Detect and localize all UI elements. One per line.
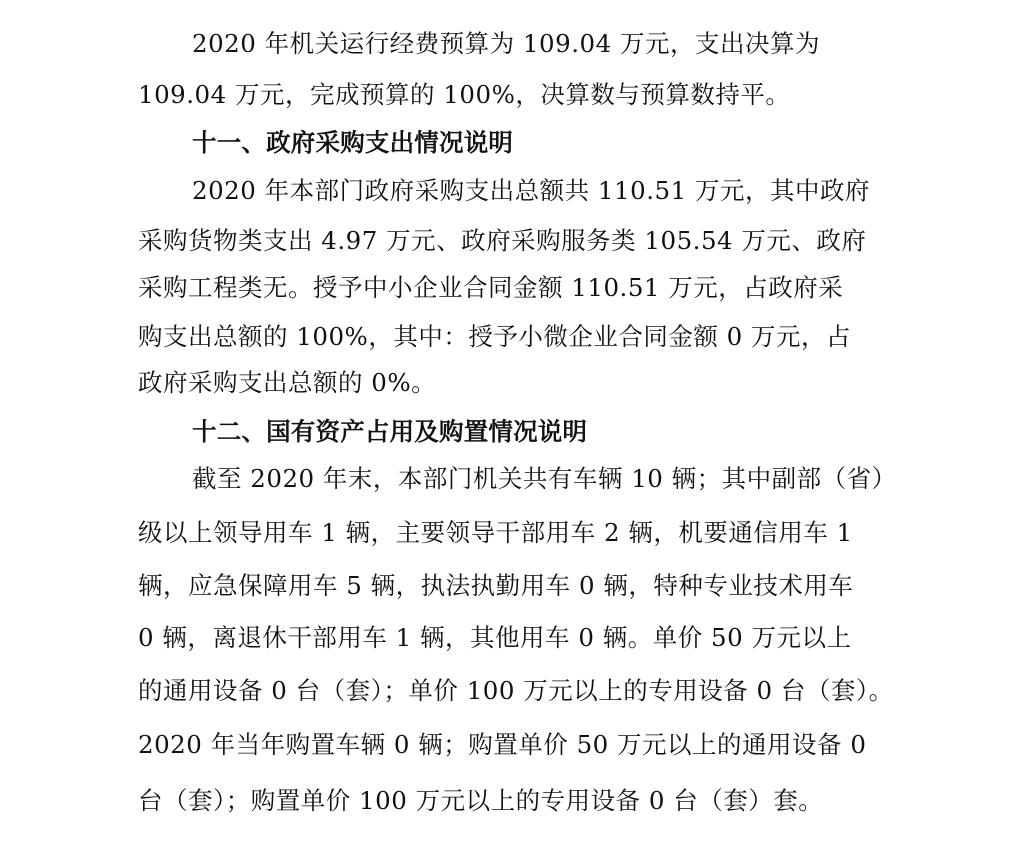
paragraph-line: 采购工程类无。授予中小企业合同金额 110.51 万元，占政府采 bbox=[138, 273, 844, 302]
paragraph-line: 109.04 万元，完成预算的 100%，决算数与预算数持平。 bbox=[138, 80, 791, 109]
paragraph-line: 级以上领导用车 1 辆，主要领导干部用车 2 辆，机要通信用车 1 bbox=[138, 518, 853, 547]
paragraph-line: 2020 年机关运行经费预算为 109.04 万元，支出决算为 bbox=[192, 29, 820, 58]
paragraph-line: 截至 2020 年末，本部门机关共有车辆 10 辆；其中副部（省） bbox=[192, 464, 897, 493]
paragraph-line: 购支出总额的 100%，其中：授予小微企业合同金额 0 万元，占 bbox=[138, 322, 851, 351]
paragraph-line: 政府采购支出总额的 0%。 bbox=[138, 368, 437, 397]
paragraph-line: 辆，应急保障用车 5 辆，执法执勤用车 0 辆，特种专业技术用车 bbox=[138, 571, 854, 600]
section-heading-state-assets: 十二、国有资产占用及购置情况说明 bbox=[192, 417, 588, 446]
paragraph-line: 2020 年当年购置车辆 0 辆；购置单价 50 万元以上的通用设备 0 bbox=[138, 730, 867, 759]
paragraph-line: 的通用设备 0 台（套）；单价 100 万元以上的专用设备 0 台（套）。 bbox=[138, 676, 894, 705]
section-heading-procurement: 十一、政府采购支出情况说明 bbox=[192, 128, 514, 157]
paragraph-line: 采购货物类支出 4.97 万元、政府采购服务类 105.54 万元、政府 bbox=[138, 226, 867, 255]
paragraph-line: 2020 年本部门政府采购支出总额共 110.51 万元，其中政府 bbox=[192, 176, 870, 205]
paragraph-line: 0 辆，离退休干部用车 1 辆，其他用车 0 辆。单价 50 万元以上 bbox=[138, 623, 852, 652]
paragraph-line: 台（套）；购置单价 100 万元以上的专用设备 0 台（套）套。 bbox=[138, 786, 824, 815]
